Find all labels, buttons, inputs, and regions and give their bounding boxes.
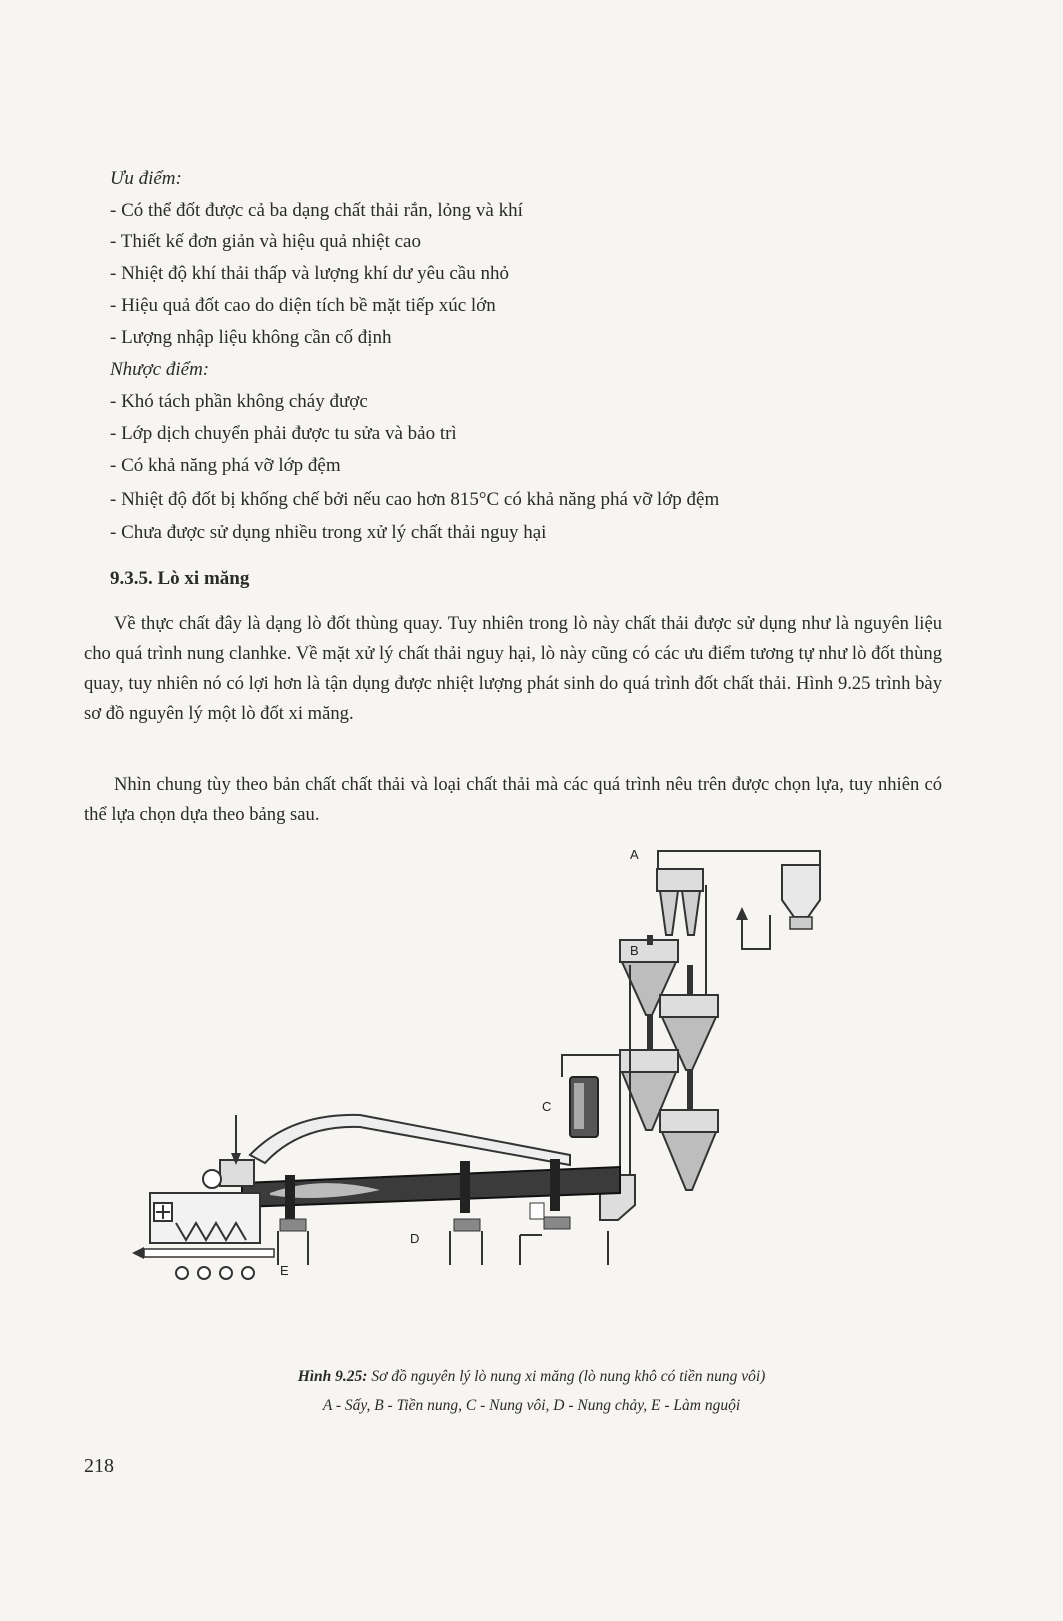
cooling-fan-icon xyxy=(220,1267,232,1279)
advantage-item: - Hiệu quả đốt cao do diện tích bề mặt tiếp xúc lớn xyxy=(110,295,496,316)
silo-base xyxy=(790,917,812,929)
disadvantage-item: - Khó tách phần không cháy được xyxy=(110,391,368,412)
label-a: A xyxy=(630,847,639,862)
advantage-item: - Nhiệt độ khí thải thấp và lượng khí dư yêu cầu nhỏ xyxy=(110,263,509,284)
disadvantage-item: - Lớp dịch chuyển phải được tu sửa và bảo trì xyxy=(110,423,457,444)
advantage-item: - Có thể đốt được cả ba dạng chất thải rắn, lỏng và khí xyxy=(110,200,523,221)
cooling-fan-icon xyxy=(198,1267,210,1279)
advantage-item: - Thiết kế đơn giản và hiệu quả nhiệt cao xyxy=(110,231,421,252)
label-b: B xyxy=(630,943,639,958)
kiln-tyre xyxy=(550,1159,560,1211)
cyclone-a1 xyxy=(660,891,678,935)
cyclone-b4 xyxy=(662,1132,716,1190)
disadvantage-item: - Có khả năng phá vỡ lớp đệm xyxy=(110,455,341,476)
caption-text: Sơ đồ nguyên lý lò nung xi măng (lò nung khô có tiền nung vôi) xyxy=(367,1368,766,1385)
advantage-item: - Lượng nhập liệu không cần cố định xyxy=(110,327,392,348)
section-title: 9.3.5. Lò xi măng xyxy=(110,568,250,589)
advantages-heading: Ưu điểm: xyxy=(110,168,182,189)
disadvantage-item: - Chưa được sử dụng nhiều trong xử lý chất thải nguy hại xyxy=(110,522,547,543)
figure-legend: A - Sấy, B - Tiền nung, C - Nung vôi, D - Nung chảy, E - Làm nguội xyxy=(322,1397,741,1414)
cooling-fan-icon xyxy=(176,1267,188,1279)
label-d: D xyxy=(410,1231,420,1246)
clinker-out-arrow-icon xyxy=(132,1247,144,1259)
page-number: 218 xyxy=(84,1455,114,1477)
kiln-tyre xyxy=(285,1175,295,1221)
label-c: C xyxy=(542,1099,552,1114)
body-paragraph: Nhìn chung tùy theo bản chất chất thải và loại chất thải mà các quá trình nêu trên được chọn lựa, tuy nhiên có thể lựa chọn dựa theo bảng sau. xyxy=(84,774,942,825)
cooler-fan-icon xyxy=(203,1170,221,1188)
cement-kiln-diagram xyxy=(130,845,850,1340)
cyclone-a2 xyxy=(682,891,700,935)
flow-arrow-icon xyxy=(736,907,748,920)
clinker-conveyor xyxy=(144,1249,274,1257)
disadvantage-item: - Nhiệt độ đốt bị khống chế bởi nếu cao hơn 815°C có khả năng phá vỡ lớp đệm xyxy=(110,489,720,510)
silo-hopper xyxy=(782,865,820,917)
caption-label: Hình 9.25: xyxy=(297,1368,368,1385)
figure-caption xyxy=(0,1368,1063,1386)
tertiary-air-duct xyxy=(250,1115,570,1165)
feed-return-line xyxy=(742,915,770,949)
body-paragraph: Về thực chất đây là dạng lò đốt thùng quay. Tuy nhiên trong lò này chất thải được sử dụng như là nguyên liệu cho quá trình nung clanhke. Về mặt xử lý chất thải nguy hại, lò này cũng có các ưu điểm tương tự như lò đốt thùng quay, tuy nhiên nó có lợi hơn là tận dụng được nhiệt lượng phát sinh do quá trình đốt chất thải. Hình 9.25 trình bày sơ đồ nguyên lý một lò đốt xi măng. xyxy=(84,613,942,724)
cooler-hood xyxy=(220,1160,254,1186)
label-e: E xyxy=(280,1263,289,1278)
disadvantages-heading: Nhược điểm: xyxy=(110,359,210,380)
cooling-fan-icon xyxy=(242,1267,254,1279)
kiln-tyre xyxy=(460,1161,470,1213)
